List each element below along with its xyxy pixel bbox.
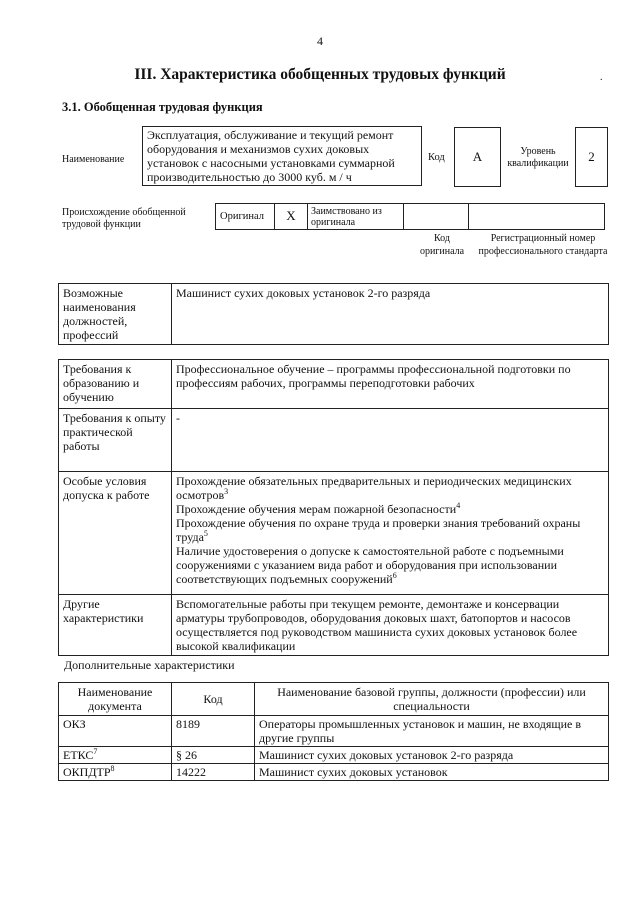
- doc-name: ЕТКС: [63, 748, 94, 762]
- code-label: Код: [428, 152, 445, 163]
- header-doc: Наименование документа: [59, 683, 172, 716]
- registration-number-cell: [468, 203, 605, 230]
- group-name-cell: Машинист сухих доковых установок 2-го разряда: [255, 747, 609, 764]
- footnote-ref: 5: [203, 529, 208, 538]
- original-code-caption: Код оригинала: [419, 233, 465, 257]
- header-code: Код: [172, 683, 255, 716]
- requirement-value: [172, 360, 609, 409]
- registration-number-caption: Регистрационный номер профессионального стандарта: [478, 233, 608, 257]
- requirement-line: [176, 502, 604, 516]
- requirement-text: Вспомогательные работы при текущем ремонте, демонтаже и консервации арматуры трубопроводов, оборудования доковых шахт, батопортов и насосов осуществляется под руководством машиниста сухих доковых установок более высокой квалификации: [176, 597, 578, 653]
- requirement-line: [176, 474, 604, 502]
- group-name-cell: Операторы промышленных установок и машин, не входящие в другие группы: [255, 716, 609, 747]
- additional-header-row: [59, 683, 609, 716]
- code-cell: 14222: [172, 764, 255, 781]
- requirement-label: Требования к опыту практической работы: [59, 409, 172, 472]
- origin-label: Происхождение обобщенной трудовой функции: [62, 207, 186, 230]
- requirement-line: [176, 544, 604, 586]
- requirement-value: [172, 409, 609, 472]
- level-value-box: 2: [575, 127, 608, 187]
- positions-label: Возможные наименования должностей, профессий: [59, 284, 172, 345]
- subsection-title: 3.1. Обобщенная трудовая функция: [62, 100, 263, 114]
- requirement-text: -: [176, 411, 180, 425]
- table-row: [59, 360, 609, 409]
- requirement-label: Особые условия допуска к работе: [59, 472, 172, 595]
- name-label: Наименование: [62, 154, 125, 165]
- requirement-text: Профессиональное обучение – программы профессиональной подготовки по профессиям рабочих, программы переподготовки рабочих: [176, 362, 571, 390]
- requirement-text: Наличие удостоверения о допуске к самостоятельной работе с подъемными сооружениями с указанием вида работ и оборудования при использовании соответствующих подъемных сооружений: [176, 544, 564, 586]
- table-row: [59, 764, 609, 781]
- requirement-text: Прохождение обучения мерам пожарной безопасности: [176, 502, 457, 516]
- additional-title: Дополнительные характеристики: [64, 658, 235, 672]
- footnote-ref: 4: [456, 501, 461, 510]
- requirement-line: [176, 362, 604, 390]
- positions-table: [58, 283, 609, 345]
- footnote-ref: 8: [110, 764, 115, 773]
- original-code-cell: [403, 203, 469, 230]
- table-row: [59, 716, 609, 747]
- requirement-line: [176, 411, 604, 425]
- footnote-ref: 6: [392, 571, 397, 580]
- requirement-text: Прохождение обучения по охране труда и проверки знания требований охраны труда: [176, 516, 581, 544]
- requirement-value: [172, 472, 609, 595]
- table-row: [59, 409, 609, 472]
- requirement-label: Другие характеристики: [59, 595, 172, 656]
- requirement-label: Требования к образованию и обучению: [59, 360, 172, 409]
- page-number: 4: [317, 34, 323, 48]
- code-cell: 8189: [172, 716, 255, 747]
- original-mark-cell: X: [274, 203, 308, 230]
- section-title: III. Характеристика обобщенных трудовых функций: [134, 66, 506, 83]
- corner-mark: .: [600, 72, 603, 83]
- doc-cell: [59, 764, 172, 781]
- requirements-table: [58, 359, 609, 656]
- table-row: [59, 595, 609, 656]
- doc-name: ОКПДТР: [63, 765, 111, 779]
- table-row: [59, 747, 609, 764]
- footnote-ref: 7: [93, 747, 98, 756]
- table-row: [59, 284, 609, 345]
- code-cell: § 26: [172, 747, 255, 764]
- additional-table: [58, 682, 609, 781]
- borrowed-cell: Заимствовано из оригинала: [307, 203, 404, 230]
- doc-cell: [59, 747, 172, 764]
- positions-value: Машинист сухих доковых установок 2-го разряда: [172, 284, 609, 345]
- doc-cell: [59, 716, 172, 747]
- origin-row: [216, 203, 609, 230]
- requirement-value: [172, 595, 609, 656]
- level-label: Уровень квалификации: [507, 146, 569, 169]
- function-name-box: Эксплуатация, обслуживание и текущий ремонт оборудования и механизмов сухих доковых установок с насосными установками суммарной производительностью до 3000 куб. м / ч: [142, 126, 422, 186]
- requirement-text: Прохождение обязательных предварительных и периодических медицинских осмотров: [176, 474, 572, 502]
- requirement-line: [176, 597, 604, 653]
- code-value-box: А: [454, 127, 501, 187]
- header-name: Наименование базовой группы, должности (профессии) или специальности: [255, 683, 609, 716]
- footnote-ref: 3: [224, 487, 229, 496]
- requirement-line: [176, 516, 604, 544]
- original-cell: Оригинал: [215, 203, 275, 230]
- doc-name: ОКЗ: [63, 717, 86, 731]
- table-row: [59, 472, 609, 595]
- group-name-cell: Машинист сухих доковых установок: [255, 764, 609, 781]
